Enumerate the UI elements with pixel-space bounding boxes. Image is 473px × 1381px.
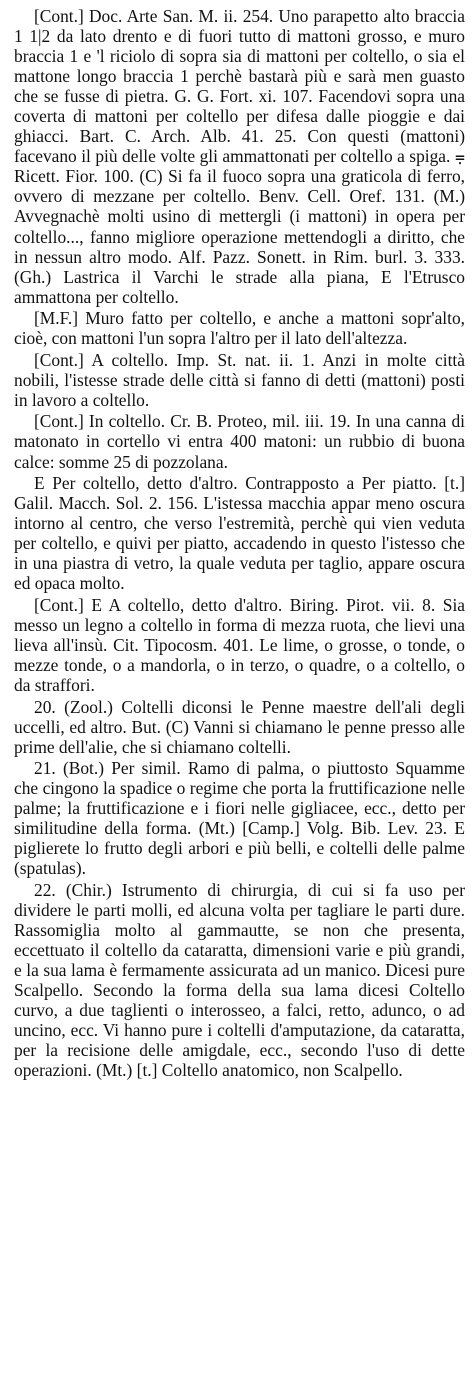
entry-paragraph-in-coltello: [Cont.] In coltello. Cr. B. Proteo, mil. iii. 19. In una canna di matonato in cortello vi entra 400 matoni: un rubbio di buona calce: somme 25 di pozzolana. <box>14 411 465 472</box>
entry-paragraph-per-coltello: E Per coltello, detto d'altro. Contrapposto a Per piatto. [t.] Galil. Macch. Sol. 2. 156. L'istessa macchia appar meno oscura intorno al centro, che verso l'estremità, perchè qui vien veduta per coltello, e quivi per piatto, accadendo in questo l'istesso che in una piastra di vetro, la quale veduta per taglio, appare oscura ed opaca molto. <box>14 473 465 594</box>
entry-paragraph-a-coltello-altro: [Cont.] E A coltello, detto d'altro. Biring. Pirot. vii. 8. Sia messo un legno a coltello in forma di mezza ruota, che lievi una lieva all'insù. Cit. Tipocosm. 401. Le lime, o grosse, o tonde, o mezze tonde, o a mandorla, o in terzo, o quadre, o a coltello, o da straffori. <box>14 594 465 696</box>
entry-paragraph-chir: 22. (Chir.) Istrumento di chirurgia, di cui si fa uso per dividere le parti molli, ed alcuna volta per tagliare le parti dure. Rassomiglia molto al gammautte, se non che presenta, eccettuato il coltello da cataratta, dimensioni varie e più grandi, e la sua lama è fermamente assicurata ad un manico. Dicesi pure Scalpello. Secondo la forma della sua lama dicesi Coltello curvo, a due taglienti o interosseo, a falci, retto, adunco, o ad uncino, ecc. Vi hanno pure i coltelli d'amputazione, da cataratta, per la recisione delle amigdale, ecc., secondo l'uso di dette operazioni. (Mt.) [t.] Coltello anatomico, non Scalpello. <box>14 880 465 1081</box>
entry-paragraph-a-coltello: [Cont.] A coltello. Imp. St. nat. ii. 1. Anzi in molte città nobili, l'istesse strade delle città si fanno di detti (mattoni) posti in lavoro a coltello. <box>14 349 465 410</box>
entry-paragraph-muro-fatto: [M.F.] Muro fatto per coltello, e anche a mattoni sopr'alto, cioè, con mattoni l'un sopra l'altro per il lato dell'altezza. <box>14 308 465 349</box>
entry-paragraph-zool: 20. (Zool.) Coltelli diconsi le Penne maestre dell'ali degli uccelli, ed altro. But. (C) Vanni si chiamano le penne presso alle prime dell'alie, che si chiamano coltelli. <box>14 696 465 757</box>
entry-paragraph-bot: 21. (Bot.) Per simil. Ramo di palma, o piuttosto Squamme che cingono la spadice o regime che porta la fruttificazione nelle palme; la fruttificazione e i fiori nelle gigliacee, ecc., detto per similitudine della forma. (Mt.) [Camp.] Volg. Bib. Lev. 23. E piglierete lo frutto degli arbori e più belli, e coltelli delle palme (spatulas). <box>14 758 465 879</box>
entry-paragraph-cont-doc-arte: [Cont.] Doc. Arte San. M. ii. 254. Uno parapetto alto braccia 1 1|2 da lato drento e di fuori tutto di mattoni grosso, e muro braccia 1 e 'l riciolo di sopra sia di mattoni per coltello, o sia el mattone longo braccia 1 perchè bastarà più e sarà men guasto che se fusse di pietra. G. G. Fort. xi. 107. Facendovi sopra una coverta di mattoni per coltello per difesa dalle pioggie e dai ghiacci. Bart. C. Arch. Alb. 41. 25. Con questi (mattoni) facevano il più delle volte gli ammattonati per coltello a spiga. ⩦ Ricett. Fior. 100. (C) Si fa il fuoco sopra una graticola di ferro, ovvero di mezzane per coltello. Benv. Cell. Oref. 131. (M.) Avvegnachè molti usino di mettergli (i mattoni) in opera per coltello..., fanno migliore operazione mettendogli a diritto, che in nessun altro modo. Alf. Pazz. Sonett. in Rim. burl. 3. 333. (Gh.) Lastrica il Varchi le strade alla piana, E l'Etrusco ammattona per coltello. <box>14 6 465 307</box>
